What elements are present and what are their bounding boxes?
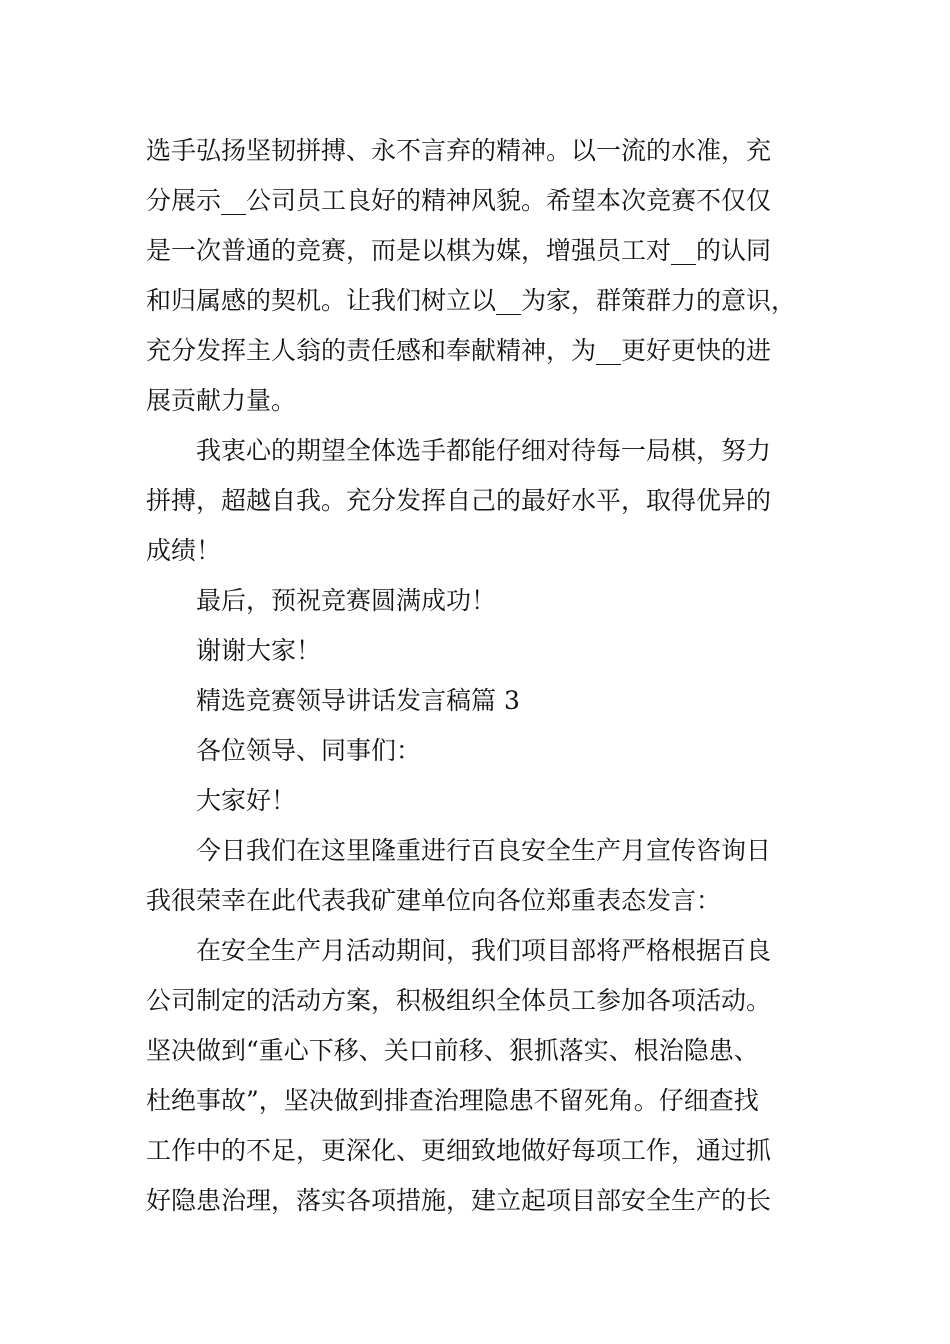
- text-line: 展贡献力量。: [146, 386, 297, 415]
- text-line: 选手弘扬坚韧拼搏、永不言弃的精神。以一流的水准，充: [146, 136, 772, 165]
- text-line: 拼搏，超越自我。充分发挥自己的最好水平，取得优异的: [146, 486, 772, 515]
- text-line: 坚决做到“重心下移、关口前移、狠抓落实、根治隐患、: [146, 1036, 759, 1065]
- text-line: 今日我们在这里隆重进行百良安全生产月宣传咨询日: [196, 836, 772, 865]
- text-line: 谢谢大家！: [196, 636, 322, 665]
- text-line: 我衷心的期望全体选手都能仔细对待每一局棋，努力: [196, 436, 772, 465]
- text-line: 分展示__公司员工良好的精神风貌。希望本次竞赛不仅仅: [146, 186, 772, 215]
- text-line: 杜绝事故”，坚决做到排查治理隐患不留死角。仔细查找: [146, 1086, 759, 1115]
- text-line: 好隐患治理，落实各项措施，建立起项目部安全生产的长: [146, 1186, 772, 1215]
- document-body: [146, 126, 826, 1226]
- text-line: 充分发挥主人翁的责任感和奉献精神，为__更好更快的进: [146, 336, 772, 365]
- salutation: 各位领导、同事们：: [196, 736, 422, 765]
- text-line: 是一次普通的竞赛，而是以棋为媒，增强员工对__的认同: [146, 236, 772, 265]
- text-line: 成绩！: [146, 536, 222, 565]
- text-line: 和归属感的契机。让我们树立以__为家，群策群力的意识，: [146, 286, 797, 315]
- text-line: 工作中的不足，更深化、更细致地做好每项工作，通过抓: [146, 1136, 772, 1165]
- greeting: 大家好！: [196, 786, 297, 815]
- section-heading: 精选竞赛领导讲话发言稿篇 3: [196, 686, 520, 715]
- text-line: 我很荣幸在此代表我矿建单位向各位郑重表态发言：: [146, 886, 722, 915]
- text-line: 公司制定的活动方案，积极组织全体员工参加各项活动。: [146, 986, 772, 1015]
- text-line: 最后，预祝竞赛圆满成功！: [196, 586, 497, 615]
- text-line: 在安全生产月活动期间，我们项目部将严格根据百良: [196, 936, 772, 965]
